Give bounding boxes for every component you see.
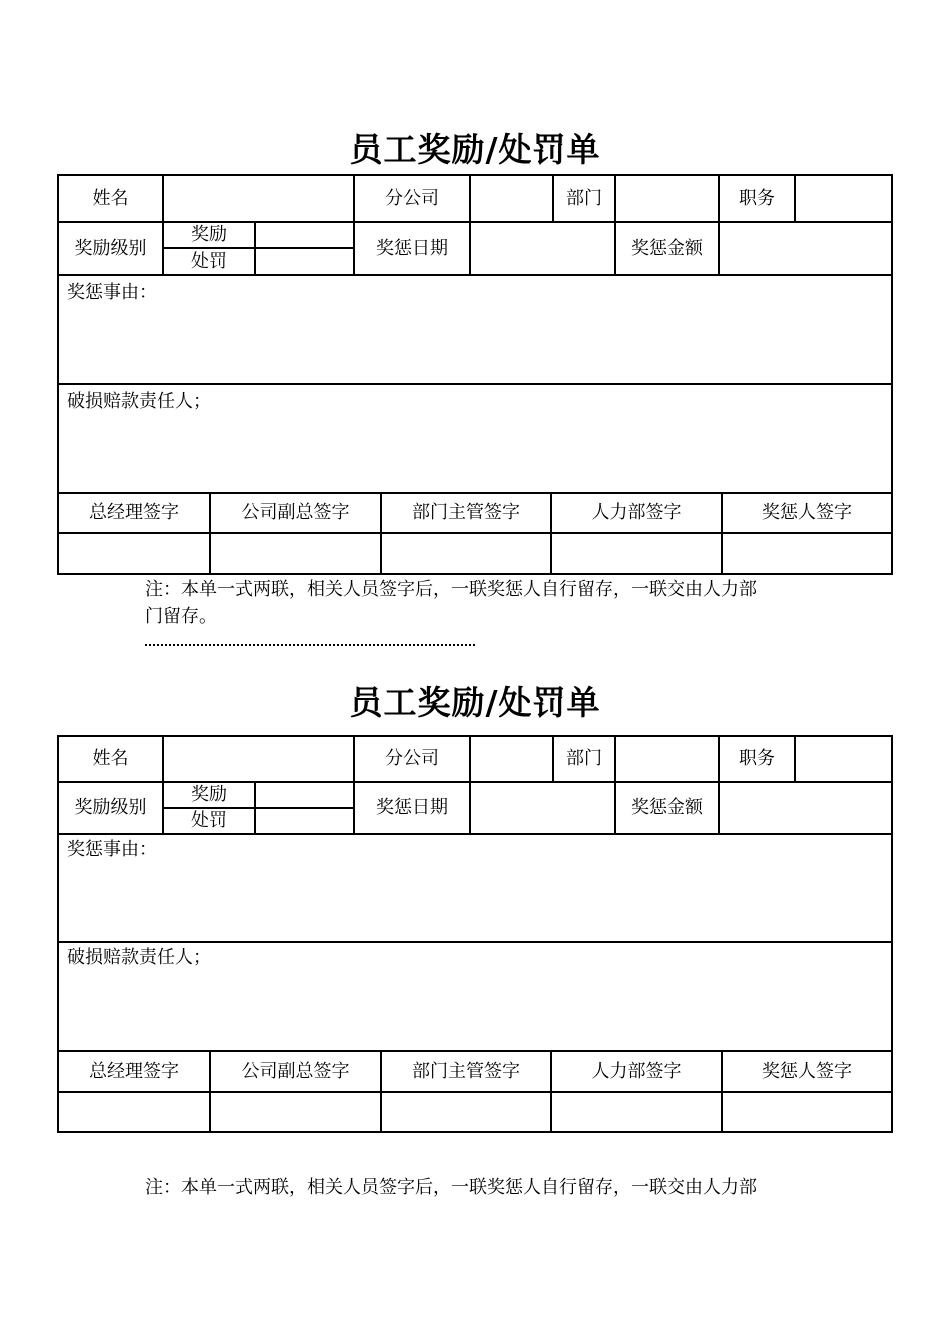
branch-field[interactable] [471, 176, 552, 221]
form-title: 员工奖励/处罚单 [349, 683, 601, 722]
name-field[interactable] [164, 737, 353, 781]
name-field[interactable] [164, 176, 353, 221]
sign-hr-label: 人力部签字 [591, 1060, 682, 1082]
penalty-field[interactable] [256, 809, 353, 833]
date-label: 奖惩日期 [376, 237, 448, 259]
sign-person-label: 奖惩人签字 [762, 1060, 852, 1082]
position-field[interactable] [796, 737, 891, 781]
note-line-1: 注：本单一式两联，相关人员签字后，一联奖惩人自行留存，一联交由人力部 [145, 579, 757, 600]
amount-field[interactable] [720, 223, 891, 274]
sign-person-label: 奖惩人签字 [762, 502, 852, 523]
sign-hr-label: 人力部签字 [591, 502, 682, 523]
reward-label: 奖励 [191, 224, 227, 245]
penalty-label: 处罚 [191, 810, 227, 831]
level-label: 奖励级别 [74, 797, 147, 818]
date-field[interactable] [471, 223, 614, 274]
amount-label: 奖惩金额 [631, 797, 703, 818]
penalty-label: 处罚 [191, 250, 227, 272]
sign-gm-label: 总经理签字 [89, 502, 179, 523]
dept-field[interactable] [616, 737, 718, 781]
amount-field[interactable] [720, 783, 891, 833]
position-label: 职务 [739, 187, 775, 209]
dept-label: 部门 [566, 748, 602, 769]
sign-dept-label: 部门主管签字 [412, 502, 520, 523]
level-label: 奖励级别 [74, 237, 147, 259]
sign-gm-label: 总经理签字 [89, 1060, 179, 1082]
note-line-1: 注：本单一式两联，相关人员签字后，一联奖惩人自行留存，一联交由人力部 [145, 1177, 757, 1198]
position-field[interactable] [796, 176, 891, 221]
sign-dept-label: 部门主管签字 [412, 1060, 520, 1082]
damage-label: 破损赔款责任人； [67, 947, 211, 968]
reward-label: 奖励 [191, 784, 227, 805]
cut-line [145, 644, 475, 646]
sign-vp-label: 公司副总签字 [241, 1060, 350, 1082]
note-line-2: 门留存。 [145, 606, 217, 627]
branch-label: 分公司 [385, 748, 439, 769]
amount-label: 奖惩金额 [631, 237, 703, 259]
name-label: 姓名 [92, 187, 129, 209]
reward-field[interactable] [256, 783, 353, 807]
position-label: 职务 [739, 748, 775, 769]
date-label: 奖惩日期 [376, 797, 448, 818]
dept-label: 部门 [566, 187, 602, 209]
sign-vp-label: 公司副总签字 [241, 502, 350, 523]
branch-label: 分公司 [385, 187, 439, 209]
date-field[interactable] [471, 783, 614, 833]
reward-field[interactable] [256, 223, 353, 247]
damage-label: 破损赔款责任人； [67, 391, 211, 412]
branch-field[interactable] [471, 737, 552, 781]
reason-label: 奖惩事由： [67, 839, 157, 860]
reason-label: 奖惩事由： [67, 282, 157, 303]
dept-field[interactable] [616, 176, 718, 221]
penalty-field[interactable] [256, 249, 353, 274]
name-label: 姓名 [92, 748, 129, 769]
form-title: 员工奖励/处罚单 [349, 130, 601, 169]
